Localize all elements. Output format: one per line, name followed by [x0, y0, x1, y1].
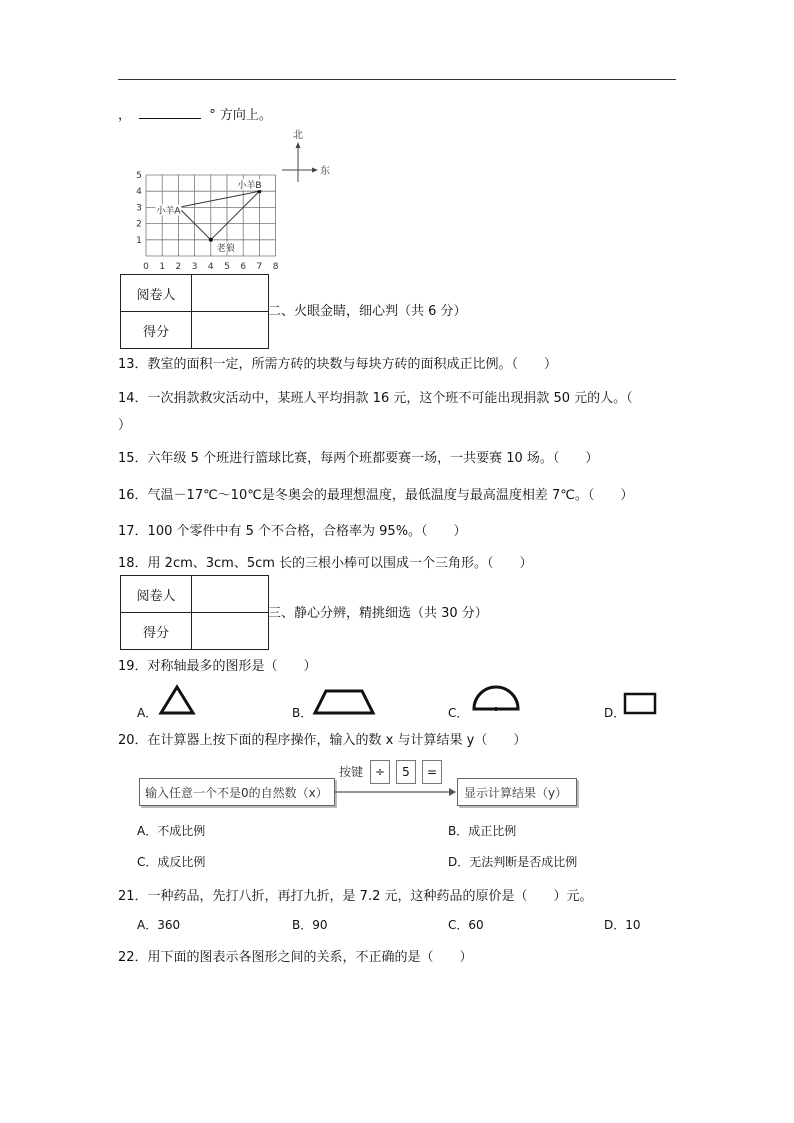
score-label-reviewer-2: 阅卷人: [121, 576, 192, 613]
question-18: 18．用 2cm、3cm、5cm 长的三根小棒可以围成一个三角形。（ ）: [118, 556, 533, 571]
point-label: 老狼: [216, 243, 235, 254]
question-19: 19．对称轴最多的图形是（ ）: [118, 659, 317, 674]
y-tick-label: 1: [136, 235, 142, 246]
compass-east-arrow: [312, 168, 318, 173]
compass-north-label: 北: [293, 130, 303, 141]
key-equals-button: =: [422, 760, 442, 784]
x-tick-label: 5: [224, 262, 230, 272]
q21-option-d: D．10: [604, 918, 641, 932]
x-tick-label: 3: [191, 262, 198, 272]
score-cell-reviewer: [192, 275, 269, 312]
answer-blank: [139, 106, 201, 119]
trapezoid-shape-icon: [312, 688, 376, 716]
y-tick-label: 2: [136, 219, 142, 230]
q20-option-d: D．无法判断是否成比例: [448, 855, 578, 869]
rectangle-shape-icon: [623, 692, 657, 716]
question-22: 22．用下面的图表示各图形之间的关系，不正确的是（ ）: [118, 950, 473, 965]
x-tick-label: 4: [207, 262, 214, 272]
flow-input-box: 输入任意一个不是0的自然数（x）: [139, 778, 335, 806]
score-cell-score-2: [192, 613, 269, 650]
header-rule: [118, 79, 676, 80]
question-17: 17．100 个零件中有 5 个不合格，合格率为 95%。（ ）: [118, 524, 467, 539]
question-21: 21．一种药品，先打八折，再打九折，是 7.2 元，这种药品的原价是（ ）元。: [118, 889, 593, 904]
compass-north-arrow: [296, 142, 301, 148]
y-tick-label: 5: [136, 171, 142, 181]
score-label-reviewer: 阅卷人: [121, 275, 192, 312]
x-tick-label: 8: [272, 262, 279, 272]
section-2-title: 二、火眼金睛，细心判（共 6 分）: [268, 304, 467, 319]
x-tick-label: 0: [143, 262, 149, 272]
question-14-cont: ）: [118, 418, 132, 433]
question-14: 14．一次捐款救灾活动中，某班人平均捐款 16 元，这个班不可能出现捐款 50 元的人。（: [118, 391, 633, 406]
q20-option-c: C．成反比例: [137, 855, 206, 869]
fragment-line: [118, 104, 272, 123]
q21-option-c: C．60: [448, 918, 484, 932]
key-five-button: 5: [396, 760, 416, 784]
q20-option-b: B．成正比例: [448, 824, 517, 838]
question-16: 16．气温－17℃～10℃是冬奥会的最理想温度，最低温度与最高温度相差 7℃。（ ）: [118, 488, 634, 503]
compass-east-label: 东: [320, 166, 330, 177]
point-label: 小羊A: [156, 206, 181, 217]
key-divide-button: ÷: [370, 760, 390, 784]
score-label-score: 得分: [121, 312, 192, 349]
q21-option-a: A．360: [137, 918, 181, 932]
flow-keys-label: 按键: [339, 765, 364, 779]
score-cell-reviewer-2: [192, 576, 269, 613]
y-tick-label: 3: [136, 203, 142, 214]
score-label-score-2: 得分: [121, 613, 192, 650]
y-tick-label: 4: [136, 187, 142, 198]
flow-arrow-icon: [335, 786, 457, 798]
point-label: 小羊B: [237, 181, 262, 192]
x-tick-label: 6: [240, 262, 247, 272]
question-15: 15．六年级 5 个班进行篮球比赛，每两个班都要赛一场，一共要赛 10 场。（ ）: [118, 451, 599, 466]
q19-option-b-label: B．: [292, 706, 313, 720]
x-tick-label: 7: [256, 262, 263, 272]
question-20: 20．在计算器上按下面的程序操作，输入的数 x 与计算结果 y（ ）: [118, 733, 527, 748]
fragment-prefix: ，: [118, 108, 132, 123]
fragment-suffix: ° 方向上。: [209, 108, 272, 123]
section-3-title: 三、静心分辨，精挑细选（共 30 分）: [268, 606, 488, 621]
score-table-2: [120, 575, 269, 650]
x-tick-label: 1: [159, 262, 166, 272]
q21-option-b: B．90: [292, 918, 328, 932]
x-tick-label: 2: [175, 262, 182, 272]
triangle-shape-icon: [158, 684, 196, 716]
triangle-path: [178, 191, 259, 240]
question-13: 13．教室的面积一定，所需方砖的块数与每块方砖的面积成正比例。（ ）: [118, 357, 558, 372]
q19-option-d-label: D．: [604, 706, 626, 720]
score-table-1: [120, 274, 269, 349]
q19-option-a-label: A．: [137, 706, 158, 720]
grid-point: [209, 238, 213, 242]
score-cell-score: [192, 312, 269, 349]
q19-option-c-label: C．: [448, 706, 469, 720]
semicircle-shape-icon: [470, 682, 522, 712]
q20-option-a: A．不成比例: [137, 824, 206, 838]
coordinate-grid-figure: [132, 126, 332, 276]
flow-output-box: 显示计算结果（y）: [457, 778, 577, 806]
